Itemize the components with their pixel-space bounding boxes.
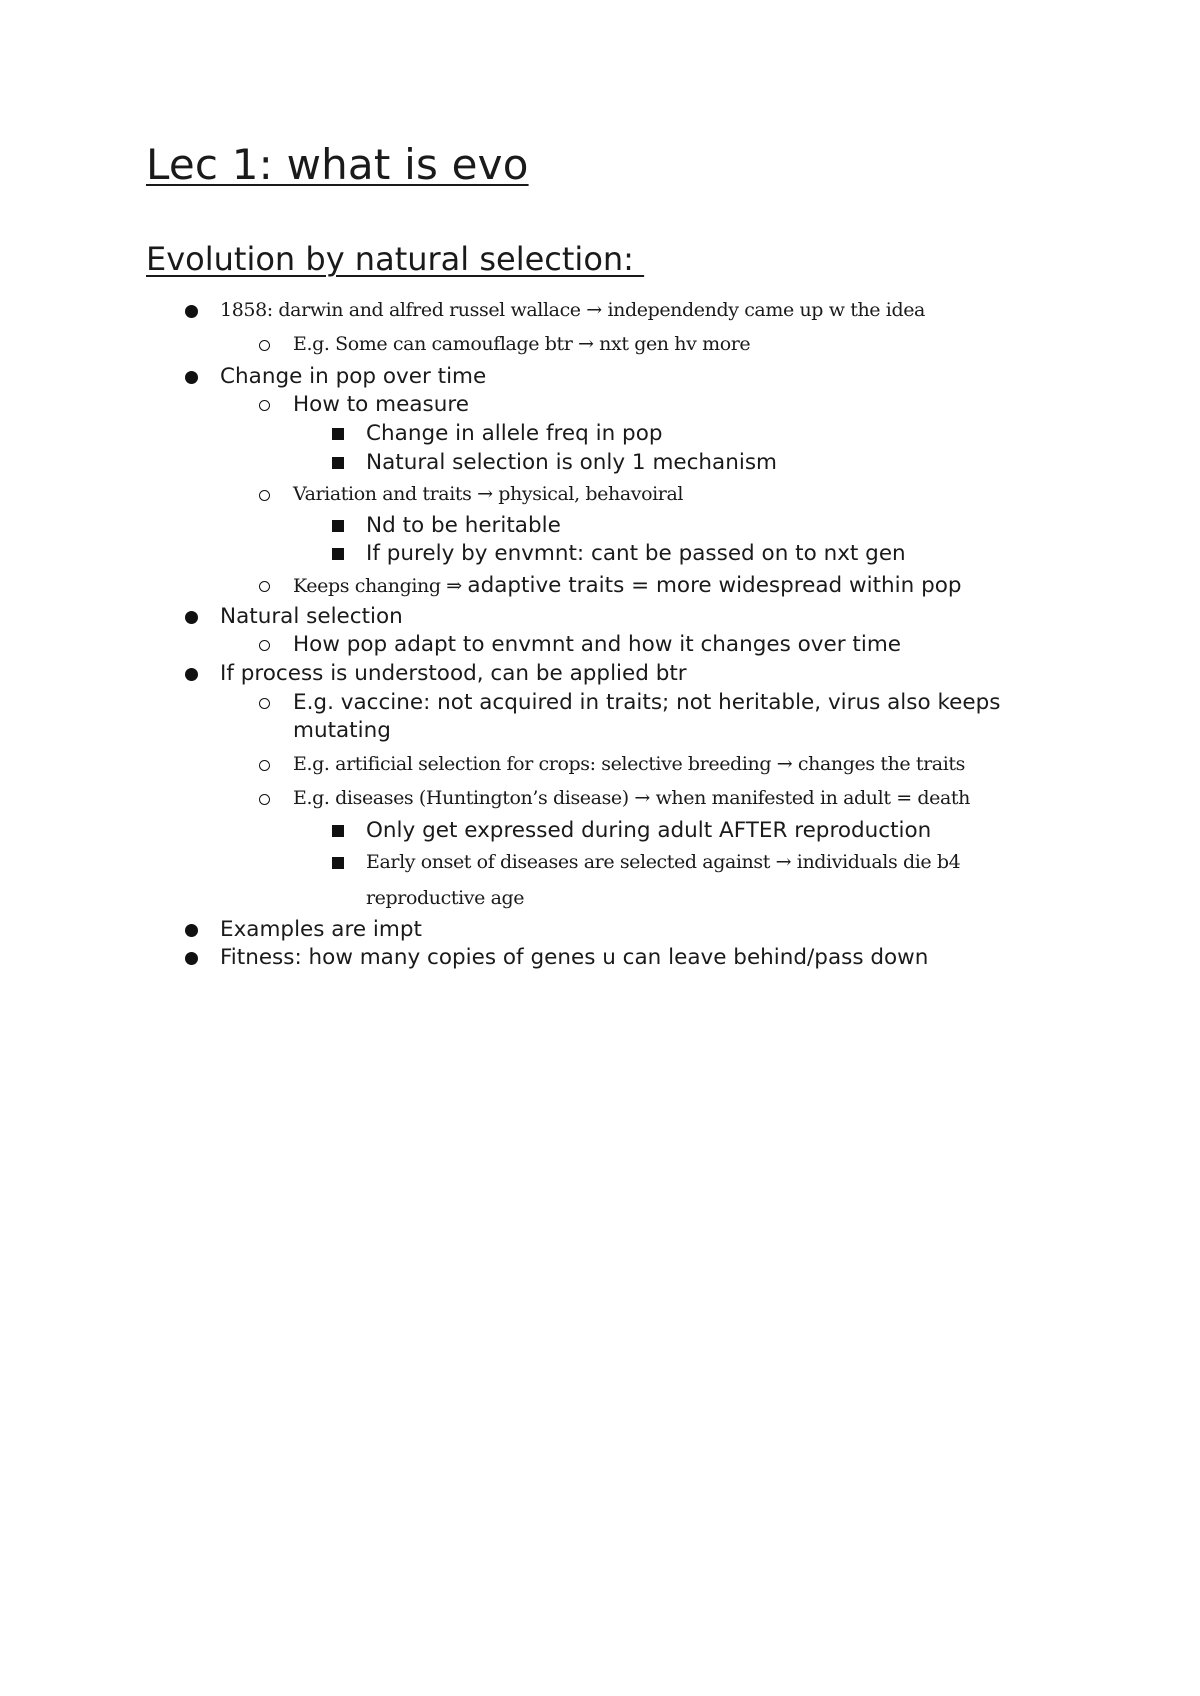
bullet-circle-icon (259, 581, 270, 592)
list-item-text: E.g. Some can camouflage btr → nxt gen hv more (293, 333, 751, 355)
list-item-text-part: Keeps changing ⇒ (293, 575, 468, 597)
list-item-text: Natural selection is only 1 mechanism (366, 450, 777, 475)
bullet-square-icon (332, 428, 344, 440)
bullet-square-icon (332, 857, 344, 869)
list-item-text: If purely by envmnt: cant be passed on to nxt gen (366, 541, 906, 566)
bullet-circle-icon (259, 698, 270, 709)
bullet-circle-icon (259, 760, 270, 771)
section-heading: Evolution by natural selection: (146, 240, 645, 278)
bullet-dot-icon (185, 611, 198, 624)
list-item-text: If process is understood, can be applied btr (220, 661, 687, 686)
list-item-text: Examples are impt (220, 917, 422, 942)
bullet-dot-icon (185, 924, 198, 937)
bullet-circle-icon (259, 794, 270, 805)
list-item-text: Change in allele freq in pop (366, 421, 663, 446)
bullet-circle-icon (259, 490, 270, 501)
list-item-text: Variation and traits → physical, behavoiral (293, 483, 684, 505)
list-item-text: 1858: darwin and alfred russel wallace → independendy came up w the idea (220, 299, 925, 321)
bullet-dot-icon (185, 952, 198, 965)
list-item-text-part: adaptive traits = more widespread within pop (467, 573, 962, 598)
list-item-text: Fitness: how many copies of genes u can leave behind/pass down (220, 945, 929, 970)
bullet-square-icon (332, 457, 344, 469)
bullet-dot-icon (185, 668, 198, 681)
document-title: Lec 1: what is evo (146, 140, 529, 189)
list-item-text: How pop adapt to envmnt and how it changes over time (293, 632, 901, 657)
list-item-text: mutating (293, 718, 391, 743)
bullet-circle-icon (259, 340, 270, 351)
list-item-text: How to measure (293, 392, 469, 417)
bullet-square-icon (332, 825, 344, 837)
list-item-text: reproductive age (366, 887, 525, 909)
list-item-text: Nd to be heritable (366, 513, 561, 538)
list-item-text (293, 571, 962, 601)
list-item-text: Only get expressed during adult AFTER reproduction (366, 818, 932, 843)
list-item-text: Early onset of diseases are selected against → individuals die b4 (366, 851, 961, 873)
bullet-circle-icon (259, 640, 270, 651)
bullet-dot-icon (185, 305, 198, 318)
list-item-text: Natural selection (220, 604, 403, 629)
list-item-text: E.g. vaccine: not acquired in traits; not heritable, virus also keeps (293, 690, 1001, 715)
bullet-dot-icon (185, 371, 198, 384)
list-item-text: Change in pop over time (220, 364, 487, 389)
list-item-text: E.g. diseases (Huntington’s disease) → when manifested in adult = death (293, 787, 970, 809)
list-item-text: E.g. artificial selection for crops: selective breeding → changes the traits (293, 753, 965, 775)
bullet-square-icon (332, 520, 344, 532)
bullet-circle-icon (259, 400, 270, 411)
bullet-square-icon (332, 548, 344, 560)
